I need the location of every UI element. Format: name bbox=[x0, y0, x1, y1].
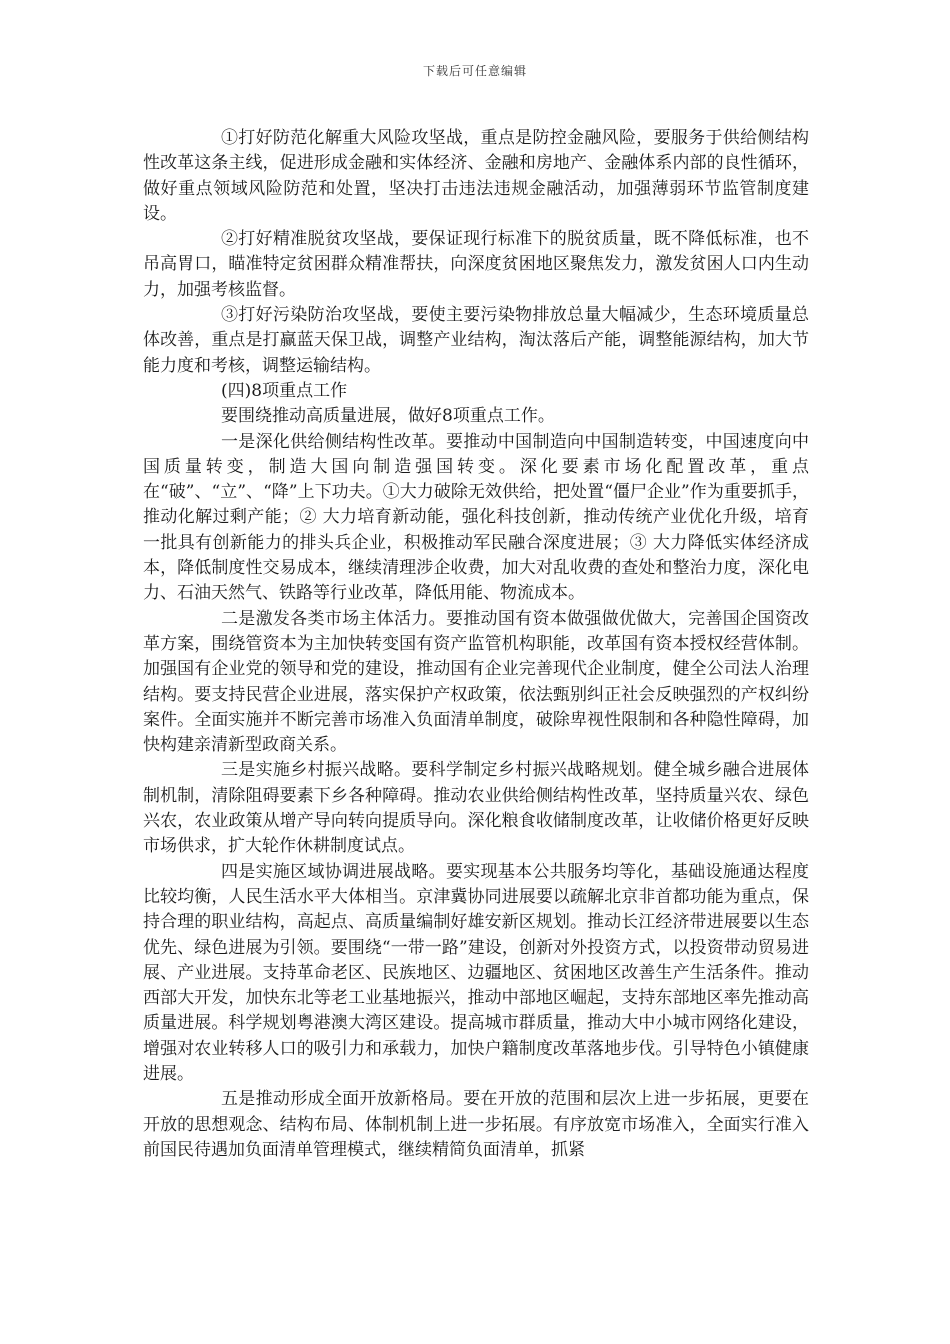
paragraph-market-vitality: 二是激发各类市场主体活力。要推动国有资本做强做优做大，完善国企国资改革方案，围绕管资本为主加快转变国有资产监管机构职能，改革国有资本授权经营体制。加强国有企业党的领导和党的建设，推动国有企业完善现代企业制度，健全公司法人治理结构。要支持民营企业进展，落实保护产权政策，依法甄别纠正社会反映强烈的产权纠纷案件。全面实施并不断完善市场准入负面清单制度，破除卑视性限制和各种隐性障碍，加快构建亲清新型政商关系。 bbox=[143, 608, 809, 756]
paragraph-supply-side-reform: 一是深化供给侧结构性改革。要推动中国制造向中国制造转变，中国速度向中国质量转变，制造大国向制造强国转变。深化要素市场化配置改革，重点在“破”、“立”、“降”上下功夫。①大力破除无效供给，把处置“僵尸企业”作为重要抓手，推动化解过剩产能；② 大力培育新动能，强化科技创新，推动传统产业优化升级，培育一批具有创新能力的排头兵企业，积极推动军民融合深度进展；③ 大力降低实体经济成本，降低制度性交易成本，继续清理涉企收费，加大对乱收费的查处和整治力度，深化电力、石油天然气、铁路等行业改革，降低用能、物流成本。 bbox=[143, 431, 809, 604]
paragraph-poverty-alleviation: ②打好精准脱贫攻坚战，要保证现行标准下的脱贫质量，既不降低标准，也不吊高胃口，瞄准特定贫困群众精准帮扶，向深度贫困地区聚焦发力，激发贫困人口内生动力，加强考核监督。 bbox=[143, 229, 809, 300]
section-heading: (四)8项重点工作 bbox=[221, 380, 348, 401]
document-body bbox=[143, 126, 809, 1163]
paragraph-regional-development: 四是实施区域协调进展战略。要实现基本公共服务均等化，基础设施通达程度比较均衡，人民生活水平大体相当。京津冀协同进展要以疏解北京非首都功能为重点，保持合理的职业结构，高起点、高质量编制好雄安新区规划。推动长江经济带进展要以生态优先、绿色进展为引领。要围绕“一带一路”建设，创新对外投资方式，以投资带动贸易进展、产业进展。支持革命老区、民族地区、边疆地区、贫困地区改善生产生活条件。推动西部大开发，加快东北等老工业基地振兴，推动中部地区崛起，支持东部地区率先推动高质量进展。科学规划粤港澳大湾区建设。提高城市群质量，推动大中小城市网络化建设，增强对农业转移人口的吸引力和承载力，加快户籍制度改革落地步伐。引导特色小镇健康进展。 bbox=[143, 861, 809, 1084]
paragraph-opening-up: 五是推动形成全面开放新格局。要在开放的范围和层次上进一步拓展，更要在开放的思想观念、结构布局、体制机制上进一步拓展。有序放宽市场准入，全面实行准入前国民待遇加负面清单管理模式，继续精简负面清单，抓紧 bbox=[143, 1089, 809, 1160]
paragraph-intro: 要围绕推动高质量进展，做好8项重点工作。 bbox=[221, 406, 555, 427]
paragraph-risk-prevention: ①打好防范化解重大风险攻坚战，重点是防控金融风险，要服务于供给侧结构性改革这条主线，促进形成金融和实体经济、金融和房地产、金融体系内部的良性循环，做好重点领域风险防范和处置，坚决打击违法违规金融活动，加强薄弱环节监管制度建设。 bbox=[143, 128, 809, 224]
paragraph-pollution-control: ③打好污染防治攻坚战，要使主要污染物排放总量大幅减少，生态环境质量总体改善，重点是打赢蓝天保卫战，调整产业结构，淘汰落后产能，调整能源结构，加大节能力度和考核，调整运输结构。 bbox=[143, 305, 809, 376]
page-header: 下载后可任意编辑 bbox=[422, 64, 527, 78]
paragraph-rural-revitalization: 三是实施乡村振兴战略。要科学制定乡村振兴战略规划。健全城乡融合进展体制机制，清除阻碍要素下乡各种障碍。推动农业供给侧结构性改革，坚持质量兴农、绿色兴农，农业政策从增产导向转向提质导向。深化粮食收储制度改革，让收储价格更好反映市场供求，扩大轮作休耕制度试点。 bbox=[143, 760, 809, 857]
